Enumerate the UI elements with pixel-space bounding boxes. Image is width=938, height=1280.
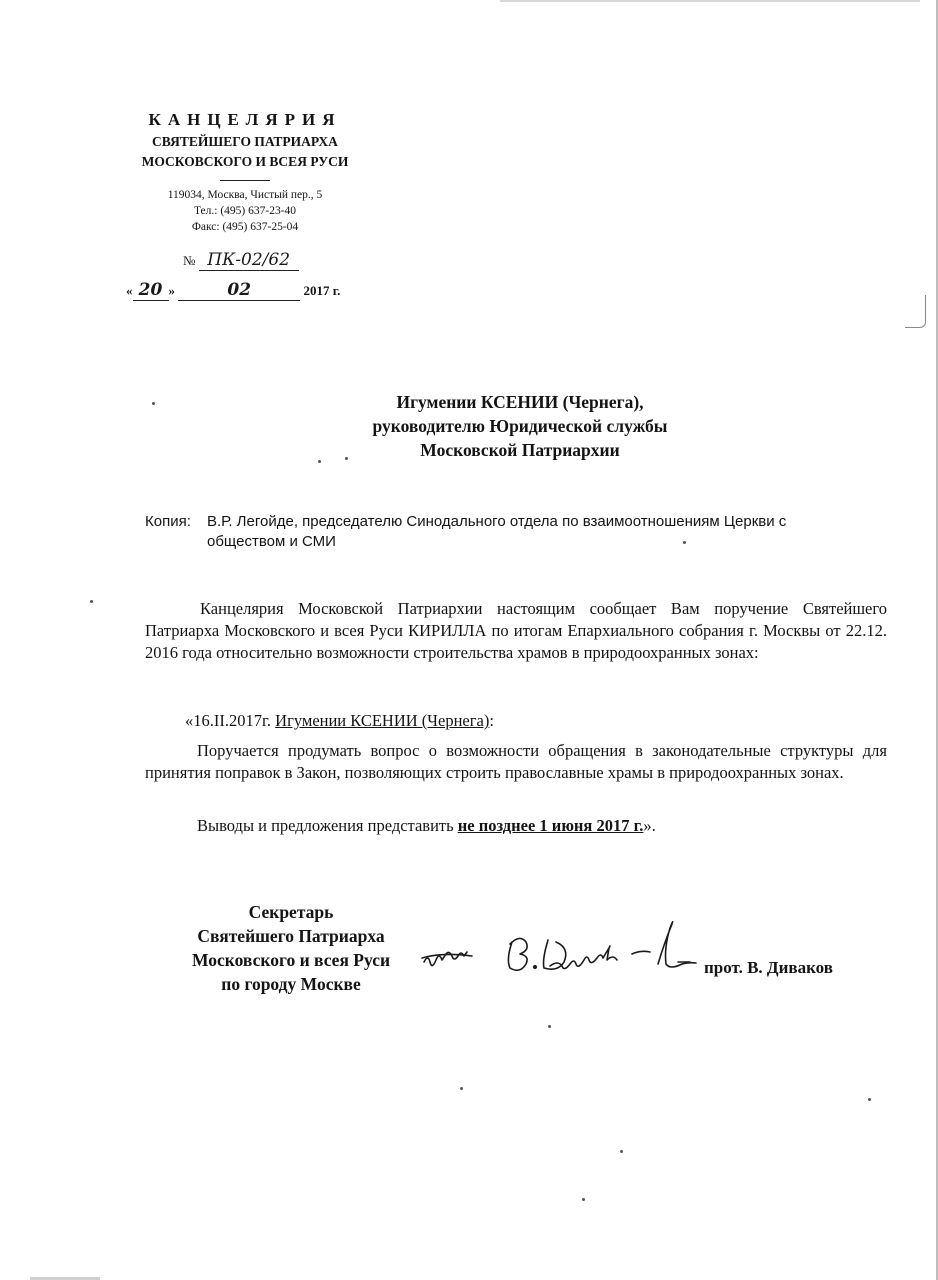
registration-date	[126, 280, 340, 301]
deadline-suffix: ».	[643, 816, 656, 835]
signatory-title-line3: Московского и всея Руси	[191, 950, 391, 970]
letterhead	[110, 108, 380, 235]
signatory-title-line1: Секретарь	[248, 902, 334, 922]
deadline-date: не позднее 1 июня 2017 г.	[457, 816, 644, 835]
scan-speck	[582, 1198, 585, 1201]
signatory-name: прот. В. Диваков	[704, 958, 833, 977]
body-paragraph-2	[145, 710, 887, 732]
order-addressee: Игумении КСЕНИИ (Чернега)	[275, 711, 490, 730]
org-name: КАНЦЕЛЯРИЯ	[148, 110, 342, 129]
addressee-line1: Игумении КСЕНИИ (Чернега),	[396, 392, 644, 412]
order-date: «16.II.2017г.	[185, 711, 276, 730]
org-fax: Факс: (495) 637-25-04	[191, 221, 299, 233]
scan-speck	[90, 600, 93, 603]
order-colon: :	[489, 711, 494, 730]
page-fold-mark	[905, 295, 926, 328]
org-subtitle-line2: МОСКОВСКОГО И ВСЕЯ РУСИ	[141, 154, 349, 169]
signatory-title	[160, 900, 422, 996]
copy-label: Копия:	[145, 513, 191, 530]
addressee-line2: руководителю Юридической службы	[372, 416, 668, 436]
signatory-title-line4: по городу Москве	[221, 974, 361, 994]
copy-text: В.Р. Легойде, председателю Синодального отдела по взаимоотношениям Церкви с обществом и СМИ	[207, 513, 787, 550]
addressee-block	[300, 390, 740, 462]
date-quote-open: «	[126, 283, 133, 298]
org-address: 119034, Москва, Чистый пер., 5	[167, 189, 323, 201]
org-subtitle-line1: СВЯТЕЙШЕГО ПАТРИАРХА	[152, 134, 338, 149]
handwritten-signature	[420, 912, 700, 992]
body-paragraph-4	[145, 815, 887, 837]
scan-edge-top	[500, 0, 920, 2]
date-quote-close: »	[168, 283, 175, 298]
registration-number	[183, 250, 299, 271]
scan-speck	[460, 1087, 463, 1090]
deadline-prefix: Выводы и предложения представить	[197, 816, 458, 835]
handwritten-number: ПК-02/62	[199, 250, 299, 271]
number-sign: №	[183, 253, 196, 268]
body-paragraph-3: Поручается продумать вопрос о возможности обращения в законодательные структуры для принятия поправок в Закон, позволяющих строить православные храмы в природоохранных зонах.	[145, 741, 887, 782]
addressee-line3: Московской Патриархии	[420, 440, 620, 460]
letterhead-divider	[220, 180, 270, 181]
body-paragraph-1: Канцелярия Московской Патриархии настоящим сообщает Вам поручение Святейшего Патриарха Московского и всея Руси КИРИЛЛА по итогам Епархиального собрания г. Москвы от 22.12. 2016 года относительно возможности строительства храмов в природоохранных зонах:	[145, 599, 887, 662]
handwritten-day: 20	[133, 280, 169, 301]
scan-speck	[152, 402, 155, 405]
org-phone: Тел.: (495) 637-23-40	[193, 205, 297, 217]
scan-speck	[868, 1098, 871, 1101]
scan-speck	[548, 1025, 551, 1028]
handwritten-month: 02	[178, 280, 300, 301]
scan-speck	[620, 1150, 623, 1153]
signatory-title-line2: Святейшего Патриарха	[197, 926, 385, 946]
date-year: 2017 г.	[303, 283, 341, 298]
